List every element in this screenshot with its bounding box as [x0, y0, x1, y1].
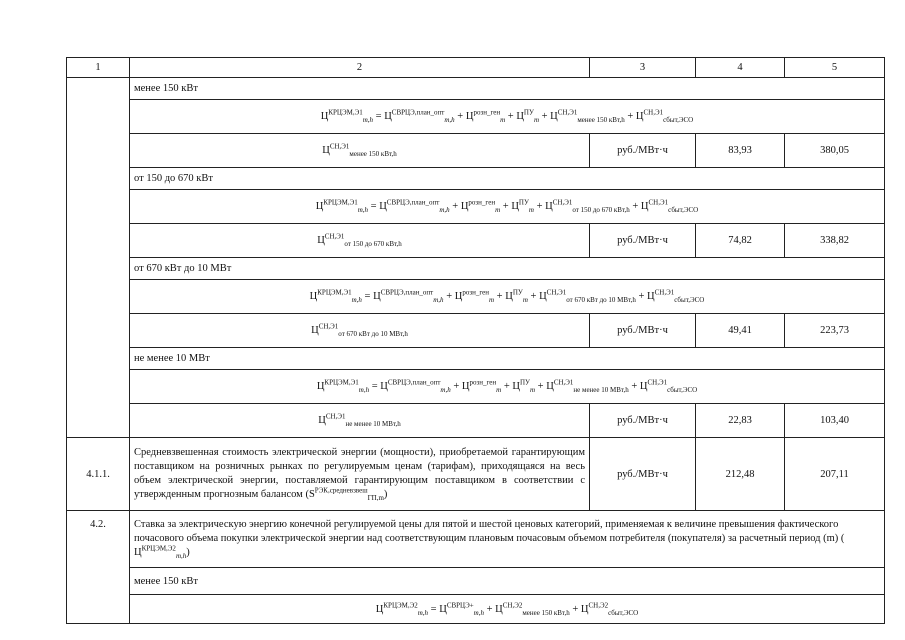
group-label-row — [67, 348, 885, 370]
value-col5: 223,73 — [785, 314, 885, 348]
formula-cell — [130, 190, 885, 224]
formula: $Ц^{КРЦЭМ,Э1}_{m,h} = Ц^{СВРЦЭ,план\_опт}_{m,h} + Ц^{розн\_ген}_m + Ц^{ПУ}_m + Ц^{СН,Э1}_{менее 150 кВт,h} + Ц^{СН,Э1}_{сбыт,ЭСО}$ — [320, 108, 694, 125]
group-label: не менее 10 МВт — [130, 348, 885, 370]
group-label: от 670 кВт до 10 МВт — [130, 258, 885, 280]
balance-symbol: $S^{РЭК,средневзвеш}_{ГП,m}$ — [308, 486, 384, 503]
row-4-2 — [67, 511, 885, 568]
col-header-5: 5 — [785, 58, 885, 78]
value-col4: 74,82 — [696, 224, 785, 258]
variable-symbol: $Ц^{СН,Э1}_{от 150 до 670 кВт,h}$ — [317, 232, 402, 249]
group-label-row — [67, 568, 885, 595]
value-col5: 338,82 — [785, 224, 885, 258]
unit-cell: руб./МВт·ч — [590, 438, 696, 511]
value-col4: 49,41 — [696, 314, 785, 348]
empty-num-cell — [67, 78, 130, 438]
col-header-4: 4 — [696, 58, 785, 78]
tariff-table — [66, 57, 885, 624]
value-col5: 380,05 — [785, 134, 885, 168]
formula-cell — [130, 100, 885, 134]
value-row — [67, 134, 885, 168]
col-header-1: 1 — [67, 58, 130, 78]
formula: $Ц^{КРЦЭМ,Э1}_{m,h} = Ц^{СВРЦЭ,план\_опт}_{m,h} + Ц^{розн\_ген}_m + Ц^{ПУ}_m + Ц^{СН,Э1}_{от 150 до 670 кВт,h} + Ц^{СН,Э1}_{сбыт,ЭСО}$ — [315, 198, 699, 215]
variable-cell — [130, 224, 590, 258]
variable-symbol: $Ц^{СН,Э1}_{менее 150 кВт,h}$ — [322, 142, 397, 159]
value-col4: 83,93 — [696, 134, 785, 168]
row-description: Средневзвешенная стоимость электрической энергии (мощности), приобретаемой гарантирующим поставщиком на розничных рынках по регулируемым ценам (тарифам), приходящаяся на весь объем электрической энергии, поставляемой гарантирующим поставщиком в соответствии с утвержденным прогнозным балансом $(S^{РЭК,средневзвеш}_{ГП,m})$ — [130, 438, 590, 511]
formula-row — [67, 100, 885, 134]
formula-cell — [130, 280, 885, 314]
value-row — [67, 224, 885, 258]
formula: $Ц^{КРЦЭМ,Э1}_{m,h} = Ц^{СВРЦЭ,план\_опт}_{m,h} + Ц^{розн\_ген}_m + Ц^{ПУ}_m + Ц^{СН,Э1}_{от 670 кВт до 10 МВт,h} + Ц^{СН,Э1}_{сбыт,ЭСО}$ — [309, 288, 705, 305]
group-label: от 150 до 670 кВт — [130, 168, 885, 190]
header-row — [67, 58, 885, 78]
unit-cell: руб./МВт·ч — [590, 314, 696, 348]
value-col5: 103,40 — [785, 404, 885, 438]
variable-cell — [130, 134, 590, 168]
row-4-1-1 — [67, 438, 885, 511]
unit-cell: руб./МВт·ч — [590, 224, 696, 258]
formula-row — [67, 595, 885, 624]
variable-symbol: $Ц^{СН,Э1}_{не менее 10 МВт,h}$ — [318, 412, 401, 429]
variable-cell — [130, 404, 590, 438]
formula: $Ц^{КРЦЭМ,Э2}_{m,h} = Ц^{СВРЦЭ+}_{m,h} + Ц^{СН,Э2}_{менее 150 кВт,h} + Ц^{СН,Э2}_{сбыт,ЭСО}$ — [375, 601, 639, 617]
formula-cell — [130, 370, 885, 404]
group-label: менее 150 кВт — [130, 568, 885, 595]
row-number: 4.1.1. — [67, 438, 130, 511]
group-label-row — [67, 258, 885, 280]
row-description: Ставка за электрическую энергию конечной регулируемой цены для пятой и шестой ценовых категорий, применяемая к величине превышения фактического почасового объема покупки электрической энергии над соответствующим плановым почасовым объемом потребителя (покупателя) за расчетный период (m) $(Ц^{КРЦЭМ,Э2}_{m,h})$ — [130, 511, 885, 568]
value-row — [67, 404, 885, 438]
col-header-2: 2 — [130, 58, 590, 78]
unit-cell: руб./МВт·ч — [590, 404, 696, 438]
variable-symbol: $Ц^{СН,Э1}_{от 670 кВт до 10 МВт,h}$ — [311, 322, 408, 339]
group-label: менее 150 кВт — [130, 78, 885, 100]
formula: $Ц^{КРЦЭМ,Э1}_{m,h} = Ц^{СВРЦЭ,план\_опт}_{m,h} + Ц^{розн\_ген}_m + Ц^{ПУ}_m + Ц^{СН,Э1}_{не менее 10 МВт,h} + Ц^{СН,Э1}_{сбыт,ЭСО}$ — [316, 378, 698, 395]
formula-row — [67, 280, 885, 314]
formula-cell — [130, 595, 885, 624]
col-header-3: 3 — [590, 58, 696, 78]
unit-cell: руб./МВт·ч — [590, 134, 696, 168]
formula-row — [67, 370, 885, 404]
variable-cell — [130, 314, 590, 348]
group-label-row — [67, 168, 885, 190]
price-symbol: $Ц^{КРЦЭМ,Э2}_{m,h}$ — [134, 544, 187, 561]
formula-row — [67, 190, 885, 224]
row-number: 4.2. — [67, 511, 130, 624]
group-label-row — [67, 78, 885, 100]
value-col4: 22,83 — [696, 404, 785, 438]
value-row — [67, 314, 885, 348]
value-col5: 207,11 — [785, 438, 885, 511]
value-col4: 212,48 — [696, 438, 785, 511]
